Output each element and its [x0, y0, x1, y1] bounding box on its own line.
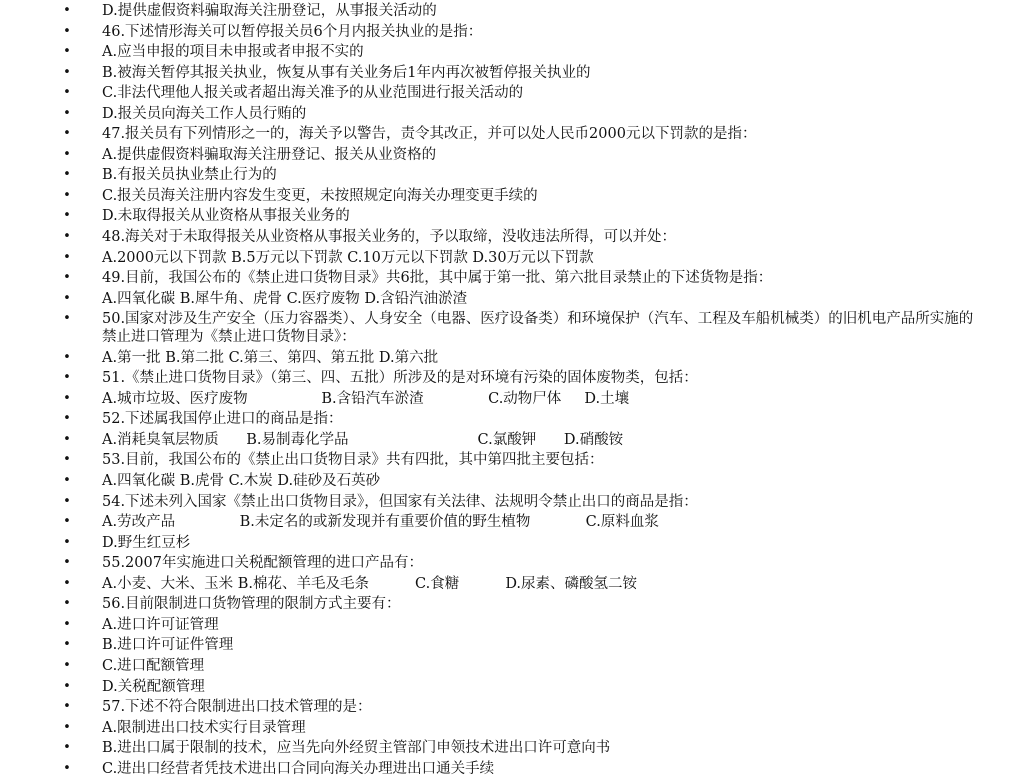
- bullet-icon: •: [63, 311, 71, 327]
- bullet-icon: •: [63, 534, 71, 550]
- list-item: [0, 187, 1024, 205]
- bullet-icon: •: [63, 637, 71, 653]
- bullet-icon: •: [63, 616, 71, 632]
- list-item-text: B.进口许可证件管理: [102, 637, 234, 654]
- list-item-text: 55.2007年实施进口关税配额管理的进口产品有：: [102, 555, 423, 572]
- list-item-text: D.未取得报关从业资格从事报关业务的: [102, 208, 350, 225]
- list-item: [0, 207, 1024, 225]
- list-item-text: A.劳改产品 B.未定名的或新发现并有重要价值的野生植物 C.原料血浆: [102, 514, 659, 531]
- bullet-icon: •: [63, 370, 71, 386]
- bullet-icon: •: [63, 699, 71, 715]
- list-item: [0, 349, 1024, 367]
- list-item-text: A.应当申报的项目未申报或者申报不实的: [102, 44, 364, 61]
- list-item: [0, 84, 1024, 102]
- list-item-text: C.报关员海关注册内容发生变更，未按照规定向海关办理变更手续的: [102, 187, 538, 204]
- list-item: [0, 657, 1024, 675]
- bullet-icon: •: [63, 452, 71, 468]
- list-item: [0, 451, 1024, 469]
- list-item-text: D.关税配额管理: [102, 678, 205, 695]
- list-item-text: A.小麦、大米、玉米 B.棉花、羊毛及毛条 C.食糖 D.尿素、磷酸氢二铵: [102, 575, 638, 592]
- list-item: [0, 43, 1024, 61]
- list-item: [0, 493, 1024, 511]
- list-item: [0, 310, 1024, 346]
- list-item: [0, 125, 1024, 143]
- list-item-text: 56.目前限制进口货物管理的限制方式主要有：: [102, 596, 401, 613]
- bullet-icon: •: [63, 146, 71, 162]
- list-item: [0, 616, 1024, 634]
- list-item: [0, 269, 1024, 287]
- list-item: [0, 760, 1024, 778]
- list-item: [0, 678, 1024, 696]
- list-item: [0, 472, 1024, 490]
- list-item-text: 57.下述不符合限制进出口技术管理的是：: [102, 699, 372, 716]
- list-item-text: A.限制进出口技术实行目录管理: [102, 719, 306, 736]
- list-item: [0, 595, 1024, 613]
- bullet-icon: •: [63, 493, 71, 509]
- list-item: [0, 369, 1024, 387]
- list-item: [0, 228, 1024, 246]
- list-item: [0, 431, 1024, 449]
- list-item: [0, 719, 1024, 737]
- list-item-text: A.第一批 B.第二批 C.第三、第四、第五批 D.第六批: [102, 349, 439, 366]
- list-item: [0, 249, 1024, 267]
- bullet-icon: •: [63, 64, 71, 80]
- list-item-text: 47.报关员有下列情形之一的，海关予以警告，责令其改正，并可以处人民币2000元以下罚款的是指：: [102, 126, 757, 143]
- list-item: [0, 410, 1024, 428]
- list-item: [0, 513, 1024, 531]
- list-item: [0, 390, 1024, 408]
- list-item-text: 48.海关对于未取得报关从业资格从事报关业务的，予以取缔，没收违法所得，可以并处：: [102, 229, 677, 246]
- bullet-icon: •: [63, 85, 71, 101]
- list-item-text: 52.下述属我国停止进口的商品是指：: [102, 411, 343, 428]
- bullet-icon: •: [63, 290, 71, 306]
- list-item-text: D.提供虚假资料骗取海关注册登记，从事报关活动的: [102, 3, 437, 19]
- list-item-text: 46.下述情形海关可以暂停报关员6个月内报关执业的是指：: [102, 23, 483, 40]
- bullet-icon: •: [63, 349, 71, 365]
- bullet-icon: •: [63, 678, 71, 694]
- bullet-icon: •: [63, 431, 71, 447]
- list-item-text: 50.国家对涉及生产安全（压力容器类）、人身安全（电器、医疗设备类）和环境保护（汽车、工程及车船机械类）的旧机电产品所实施的禁止进口管理为《禁止进口货物目录》：: [102, 311, 974, 346]
- list-item: [0, 64, 1024, 82]
- list-item: [0, 2, 1024, 20]
- bullet-icon: •: [63, 555, 71, 571]
- list-item-text: D.报关员向海关工作人员行贿的: [102, 105, 307, 122]
- list-item: [0, 105, 1024, 123]
- bullet-icon: •: [63, 740, 71, 756]
- list-item-text: A.2000元以下罚款 B.5万元以下罚款 C.10万元以下罚款 D.30万元以下罚款: [102, 249, 594, 266]
- list-item: [0, 698, 1024, 716]
- bullet-icon: •: [63, 105, 71, 121]
- list-item-text: 54.下述未列入国家《禁止出口货物目录》，但国家有关法律、法规明令禁止出口的商品是指：: [102, 493, 698, 510]
- bullet-icon: •: [63, 411, 71, 427]
- list-item: [0, 636, 1024, 654]
- bullet-icon: •: [63, 126, 71, 142]
- list-item: [0, 575, 1024, 593]
- list-item-text: D.野生红豆杉: [102, 534, 191, 551]
- list-item: [0, 739, 1024, 757]
- bullet-icon: •: [63, 249, 71, 265]
- bullet-icon: •: [63, 473, 71, 489]
- list-item: [0, 554, 1024, 572]
- list-item: [0, 23, 1024, 41]
- list-item-text: 49.目前，我国公布的《禁止进口货物目录》共6批，其中属于第一批、第六批目录禁止的下述货物是指：: [102, 270, 773, 287]
- list-item: [0, 290, 1024, 308]
- bullet-icon: •: [63, 575, 71, 591]
- list-item-text: C.进出口经营者凭技术进出口合同向海关办理进出口通关手续: [102, 760, 495, 777]
- bullet-icon: •: [63, 229, 71, 245]
- bullet-icon: •: [63, 657, 71, 673]
- bullet-icon: •: [63, 596, 71, 612]
- list-item: [0, 166, 1024, 184]
- bullet-icon: •: [63, 760, 71, 776]
- list-item: [0, 534, 1024, 552]
- bullet-icon: •: [63, 270, 71, 286]
- bullet-icon: •: [63, 187, 71, 203]
- bullet-icon: •: [63, 44, 71, 60]
- list-item-text: A.四氧化碳 B.虎骨 C.木炭 D.硅砂及石英砂: [102, 473, 381, 490]
- list-item-text: B.进出口属于限制的技术，应当先向外经贸主管部门申领技术进出口许可意向书: [102, 740, 611, 757]
- list-item-text: C.进口配额管理: [102, 657, 205, 674]
- list-item-text: B.有报关员执业禁止行为的: [102, 167, 277, 184]
- list-item-text: A.提供虚假资料骗取海关注册登记、报关从业资格的: [102, 146, 437, 163]
- list-item-text: A.四氧化碳 B.犀牛角、虎骨 C.医疗废物 D.含铅汽油淤渣: [102, 290, 468, 307]
- bullet-icon: •: [63, 719, 71, 735]
- bullet-icon: •: [63, 390, 71, 406]
- bullet-icon: •: [63, 514, 71, 530]
- list-item-text: C.非法代理他人报关或者超出海关准予的从业范围进行报关活动的: [102, 85, 524, 102]
- list-item-text: A.进口许可证管理: [102, 616, 219, 633]
- list-item-text: A.消耗臭氧层物质 B.易制毒化学品 C.氯酸钾 D.硝酸铵: [102, 431, 624, 448]
- list-item-text: 51.《禁止进口货物目录》（第三、四、五批）所涉及的是对环境有污染的固体废物类，包括：: [102, 370, 698, 387]
- list-item-text: 53.目前，我国公布的《禁止出口货物目录》共有四批，其中第四批主要包括：: [102, 452, 604, 469]
- list-item-text: A.城市垃圾、医疗废物 B.含铅汽车淤渣 C.动物尸体 D.土壤: [102, 390, 630, 407]
- bullet-icon: •: [63, 23, 71, 39]
- bullet-icon: •: [63, 3, 71, 18]
- list-item-text: B.被海关暂停其报关执业，恢复从事有关业务后1年内再次被暂停报关执业的: [102, 64, 591, 81]
- bullet-icon: •: [63, 208, 71, 224]
- bullet-icon: •: [63, 167, 71, 183]
- list-item: [0, 146, 1024, 164]
